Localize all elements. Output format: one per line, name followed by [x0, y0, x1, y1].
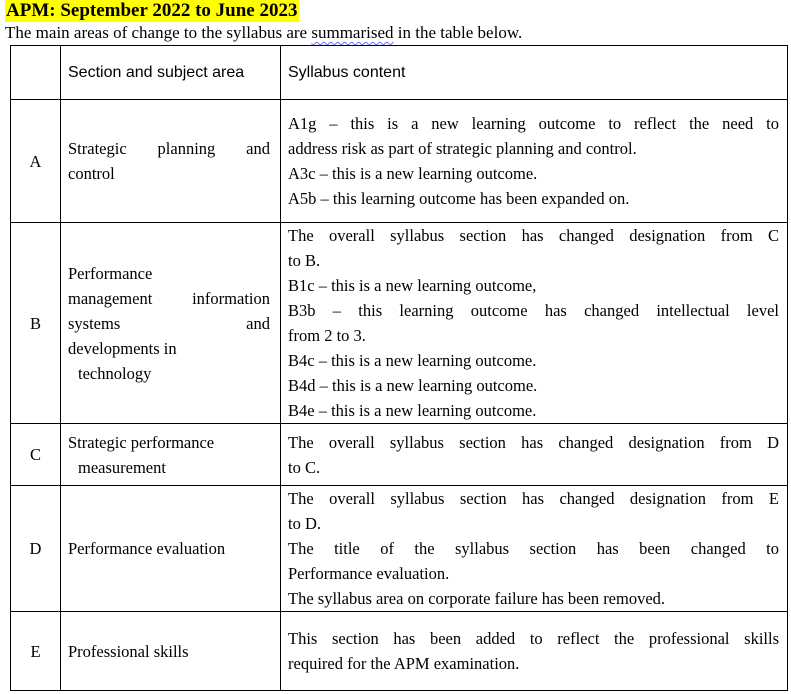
syllabus-content: [281, 100, 788, 223]
table-row-c: [11, 424, 788, 486]
section-area-line: management information: [68, 288, 270, 308]
section-area-line: technology: [78, 363, 152, 383]
content-line: B3b – this learning outcome has changed intellectual level: [288, 301, 779, 320]
content-line: This section has been added to reflect the professional skills: [288, 629, 779, 648]
content-line: The title of the syllabus section has been changed to: [288, 539, 779, 558]
header-code-cell: [11, 46, 61, 100]
table-header-row: [11, 46, 788, 100]
section-area-line: measurement: [78, 457, 166, 477]
section-area: [61, 223, 281, 424]
table-row-b: [11, 223, 788, 424]
content-line: A5b – this learning outcome has been expanded on.: [288, 189, 630, 208]
syllabus-content: [281, 612, 788, 691]
table-row-e: [11, 612, 788, 691]
document-title: APM: September 2022 to June 2023: [6, 0, 298, 21]
section-area: [61, 100, 281, 223]
section-code: C: [11, 424, 61, 486]
section-area-line: Strategic planning and: [68, 139, 270, 158]
section-area-line: systems and: [68, 313, 270, 333]
syllabus-content: [281, 486, 788, 612]
content-line: The overall syllabus section has changed designation from D: [288, 432, 779, 452]
content-line: from 2 to 3.: [288, 326, 366, 345]
intro-text-after: in the table below.: [393, 23, 523, 42]
content-line: to B.: [288, 251, 321, 270]
content-line: to D.: [288, 514, 321, 533]
section-area-line: Strategic performance: [68, 432, 215, 452]
content-line: The overall syllabus section has changed designation from E: [288, 489, 779, 508]
table-row-d: [11, 486, 788, 612]
syllabus-content: [281, 223, 788, 424]
spellcheck-flagged-word: summarised: [311, 23, 394, 42]
section-code: A: [11, 100, 61, 223]
section-code: E: [11, 612, 61, 691]
intro-text-before: The main areas of change to the syllabus are: [5, 23, 312, 42]
section-area-line: Performance: [68, 263, 153, 283]
section-area-line: developments in: [68, 338, 177, 358]
section-area: [61, 424, 281, 486]
section-area: [61, 612, 281, 691]
syllabus-changes-table: [10, 45, 788, 691]
section-code: D: [11, 486, 61, 612]
content-line: B4e – this is a new learning outcome.: [288, 401, 537, 420]
table-row-a: [11, 100, 788, 223]
header-syllabus-content: Syllabus content: [281, 46, 788, 100]
content-line: A1g – this is a new learning outcome to reflect the need to: [288, 114, 779, 133]
section-code: B: [11, 223, 61, 424]
section-area-line: Performance evaluation: [68, 539, 226, 558]
content-line: required for the APM examination.: [288, 654, 520, 673]
content-line: Performance evaluation.: [288, 564, 450, 583]
content-line: B4c – this is a new learning outcome.: [288, 351, 537, 370]
content-line: B1c – this is a new learning outcome,: [288, 276, 537, 295]
header-section-area: Section and subject area: [61, 46, 281, 100]
content-line: The overall syllabus section has changed designation from C: [288, 226, 779, 245]
content-line: to C.: [288, 457, 321, 477]
content-line: address risk as part of strategic planning and control.: [288, 139, 637, 158]
title-wrap: [5, 0, 299, 24]
content-line: The syllabus area on corporate failure has been removed.: [288, 589, 666, 608]
section-area-line: control: [68, 164, 115, 183]
content-line: B4d – this is a new learning outcome.: [288, 376, 538, 395]
syllabus-content: [281, 424, 788, 486]
intro-text: [5, 22, 522, 44]
section-area-line: Professional skills: [68, 641, 189, 661]
section-area: [61, 486, 281, 612]
content-line: A3c – this is a new learning outcome.: [288, 164, 538, 183]
